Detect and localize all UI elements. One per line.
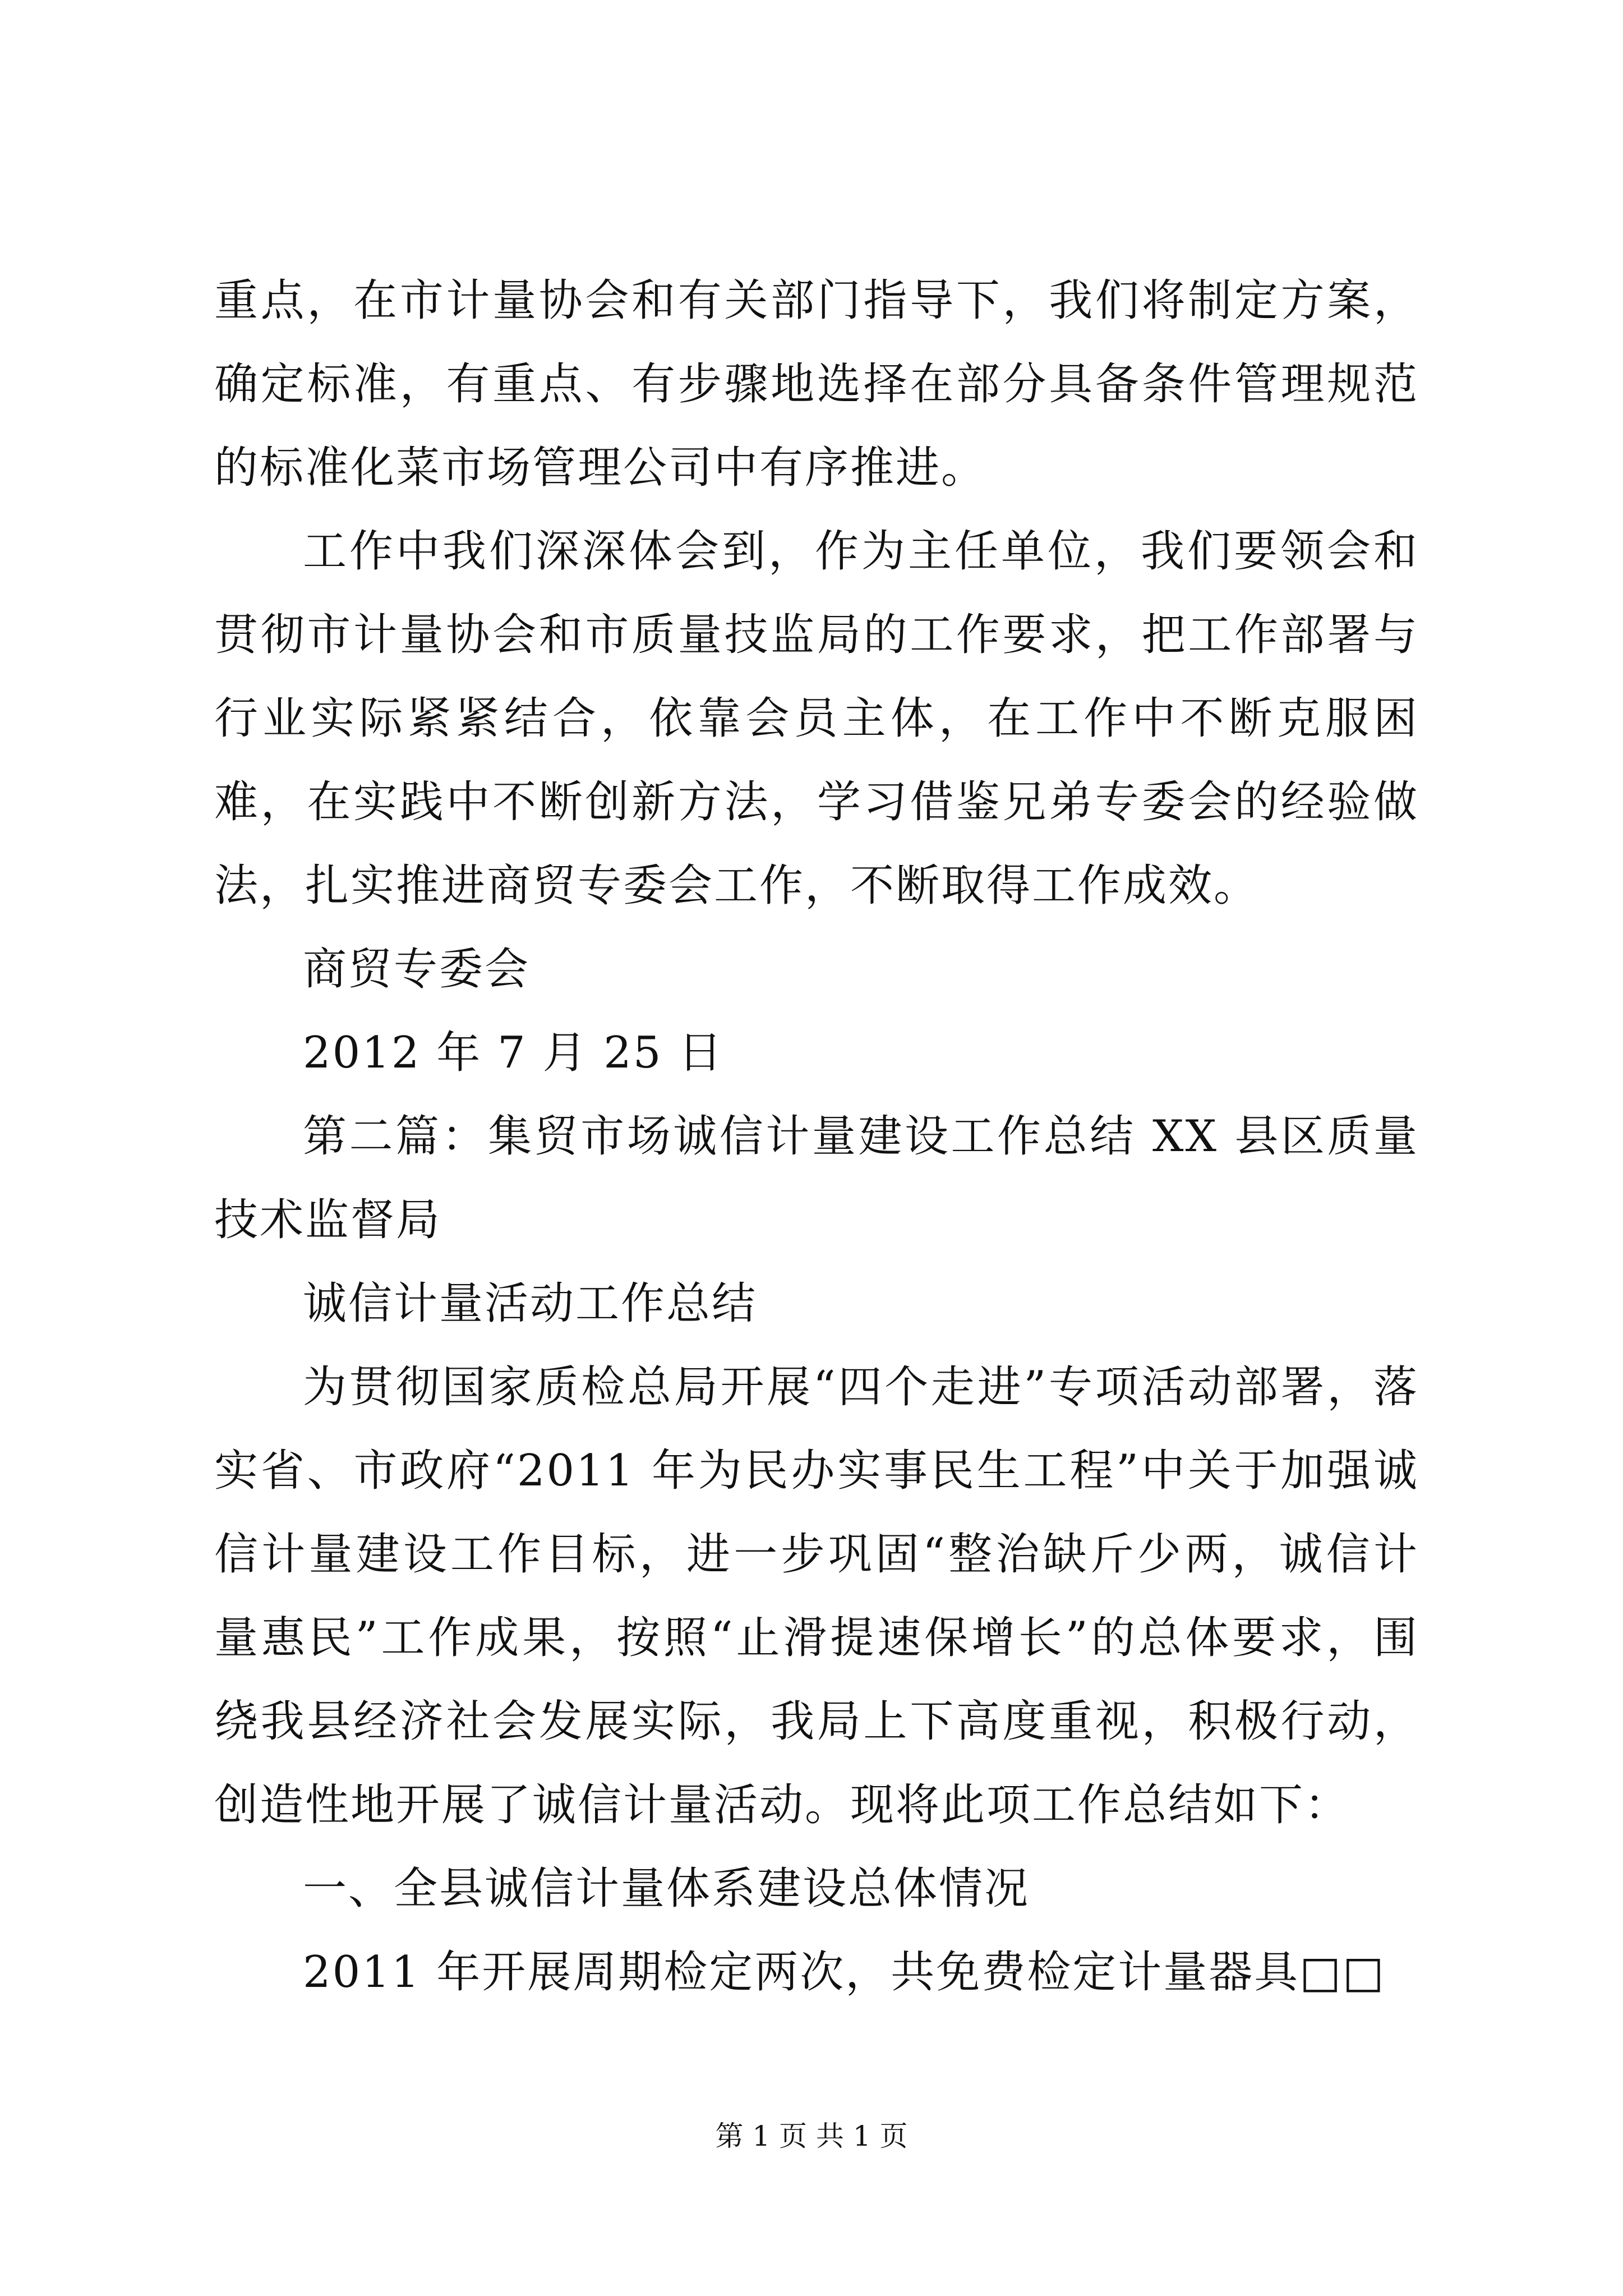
paragraph-continuation: 重点，在市计量协会和有关部门指导下，我们将制定方案，确定标准，有重点、有步骤地选择在部分具备条件管理规范的标准化菜市场管理公司中有序推进。 bbox=[214, 275, 1419, 493]
section-subtitle: 诚信计量活动工作总结 bbox=[303, 1278, 758, 1329]
section-heading-one: 一、全县诚信计量体系建设总体情况 bbox=[303, 1864, 1030, 1914]
paragraph-verification: 2011 年开展周期检定两次，共免费检定计量器具□□ bbox=[303, 1947, 1386, 1998]
section-heading-second-article: 第二篇：集贸市场诚信计量建设工作总结 XX 县区质量技术监督局 bbox=[214, 1111, 1419, 1245]
paragraph-experience: 工作中我们深深体会到，作为主任单位，我们要领会和贯彻市计量协会和市质量技监局的工作要求，把工作部署与行业实际紧紧结合，依靠会员主体，在工作中不断克服困难，在实践中不断创新方法，学习借鉴兄弟专委会的经验做法，扎实推进商贸专委会工作，不断取得工作成效。 bbox=[214, 526, 1419, 911]
page-footer: 第 1 页 共 1 页 bbox=[715, 2120, 908, 2152]
signature-organization: 商贸专委会 bbox=[303, 944, 531, 995]
signature-date: 2012 年 7 月 25 日 bbox=[303, 1028, 724, 1078]
paragraph-introduction: 为贯彻国家质检总局开展“四个走进”专项活动部署，落实省、市政府“2011 年为民办实事民生工程”中关于加强诚信计量建设工作目标，进一步巩固“整治缺斤少两，诚信计量惠民”工作成果，按照“止滑提速保增长”的总体要求，围绕我县经济社会发展实际，我局上下高度重视，积极行动，创造性地开展了诚信计量活动。现将此项工作总结如下： bbox=[214, 1362, 1419, 1830]
document-body bbox=[214, 259, 1419, 2014]
